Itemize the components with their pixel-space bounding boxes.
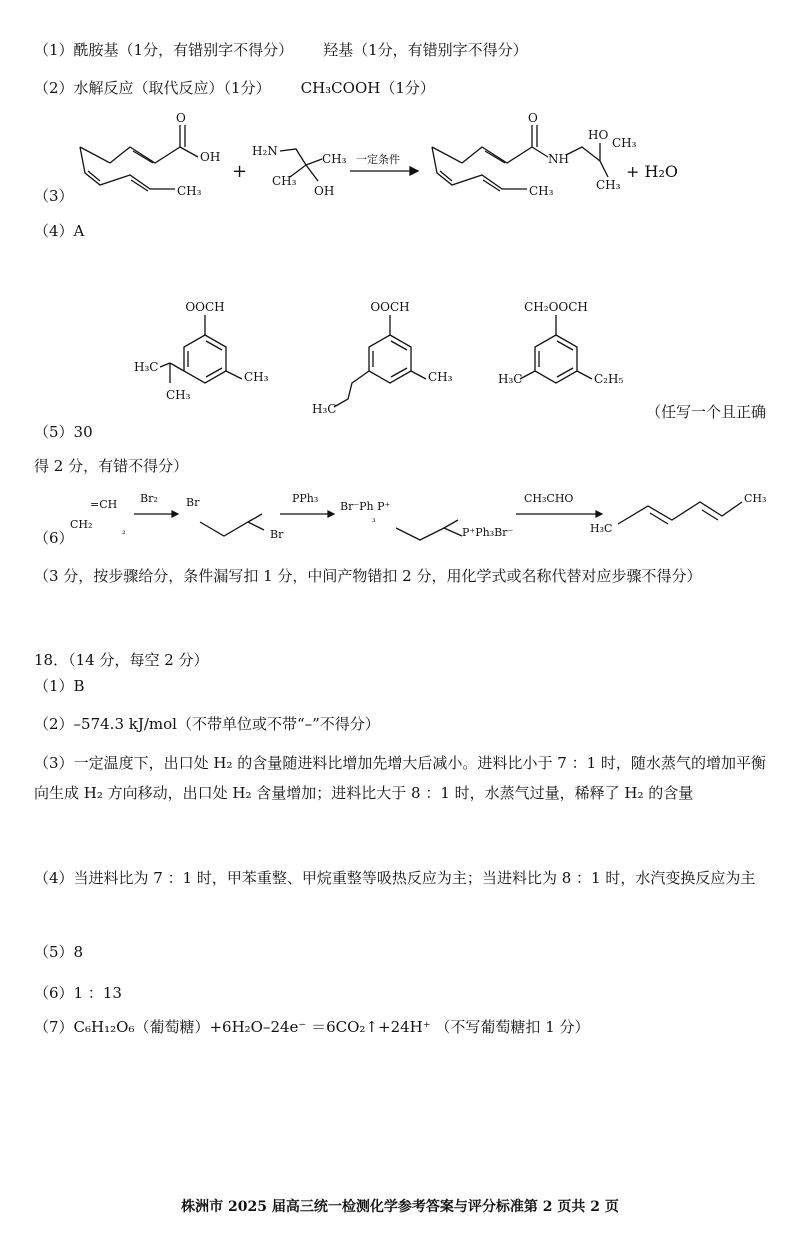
answer-18-5: （5）8 [34,943,84,961]
reaction-arrow [350,167,418,175]
route-s4-b: H₃C [590,522,613,535]
isomer-structure-2 [334,315,426,407]
question-18-title: 18．（14 分，每空 2 分） [34,651,209,669]
answer-17-2-b: CH₃COOH（1分） [300,79,435,97]
route-s3-skeleton [396,520,462,540]
isomer-3-right-label: C₂H₅ [594,372,624,386]
route-s2-b: Br [270,528,284,541]
page-footer: 株洲市 2025 届高三统一检测化学参考答案与评分标准第 2 页共 2 页 [181,1199,619,1215]
route-s3-b: ₃ [372,515,376,525]
plus-sign-1: + [232,161,248,182]
isomer-2-right-label: CH₃ [428,370,453,384]
answer-18-3: （3）一定温度下，出口处 H₂ 的含量随进料比增加先增大后减小。进料比小于 7 ：1 时，随水蒸气的增加平衡向生成 H₂ 方向移动，出口处 H₂ 含量增加；进料比大于 8 ：1 时，水蒸气过量，稀释了 H₂ 的含量 [34,754,766,802]
isomer-structure-3 [520,315,592,383]
label-product-ch3-top: CH₃ [612,136,637,150]
answer-17-2: （2）水解反应（取代反应）（1分） CH₃COOH（1分） [34,79,435,97]
answer-17-1: （1）酰胺基（1分，有错别字不得分） 羟基（1分，有错别字不得分） [34,41,528,59]
route-s2-a: Br [186,496,200,509]
answer-17-1-b: 羟基（1分，有错别字不得分） [323,41,528,59]
label-product-carbonyl-o: O [528,111,538,125]
answer-17-5-note1: （任写一个且正确 [645,403,766,421]
answer-17-3-number: （3） [34,187,74,205]
answer-17-4-a: A [73,222,85,240]
answer-17-5-note2: 得 2 分，有错不得分） [34,457,189,475]
route-s1-c: ₂ [122,527,126,537]
route-s1-b: CH₂ [70,518,93,531]
route-s3-a: Br⁻Ph P⁺ [340,500,391,513]
label-amine-nh2: H₂N [252,144,278,158]
answer-17-6-note: （3 分，按步骤给分，条件漏写扣 1 分，中间产物错扣 2 分，用化学式或名称代替对应步骤不得分） [34,567,702,585]
isomer-structure-1 [160,315,242,383]
reactant-acid-skeleton [80,125,198,191]
label-product-ch3-bottom: CH₃ [596,178,621,192]
answer-18-6: （6）1 ：13 [34,984,122,1002]
route-s3-c: P⁺Ph₃Br⁻ [462,526,514,539]
label-acid-carbonyl-o: O [176,111,186,125]
isomer-2-bottom-label: H₃C [312,402,337,416]
answer-18-7: （7）C₆H₁₂O₆（葡萄糖）+6H₂O–24e⁻ ＝6CO₂↑+24H⁺ （不写葡萄糖扣 1 分） [34,1018,590,1036]
answer-17-5-value: （5）30 [34,423,93,441]
route-s4-skeleton [618,502,742,524]
answer-18-2: （2）–574.3 kJ/mol（不带单位或不带“–”不得分） [34,715,380,733]
label-acid-oh: OH [200,150,221,164]
route-reagent-2: PPh₃ [292,492,319,505]
label-amine-oh: OH [314,184,335,198]
label-acid-ch3: CH₃ [177,184,202,198]
label-amine-ch3-left: CH₃ [272,174,297,188]
answer-18-1: （1）B [34,677,85,695]
label-product-ho: HO [588,128,609,142]
reaction-scheme-17-3 [0,105,800,215]
synthesis-route-17-6 [0,480,800,552]
arrow-condition: 一定条件 [356,153,400,166]
isomer-1-left1-label: H₃C [134,360,159,374]
isomer-1-left2-label: CH₃ [166,388,191,402]
answer-17-6-number: （6） [34,529,74,547]
answer-17-4: （4）A [34,222,85,240]
isomer-1-top-label: OOCH [185,300,225,314]
isomer-3-top-label: CH₂OOCH [524,300,588,314]
route-arrow-3 [516,511,602,517]
route-arrow-2 [280,511,334,517]
route-s1-a: =CH [90,498,118,511]
product-amide-skeleton [432,125,608,191]
label-product-ch3-chain: CH₃ [529,184,554,198]
isomer-1-right-label: CH₃ [244,370,269,384]
route-arrow-1 [134,511,178,517]
answer-17-1-a: 酰胺基（1分，有错别字不得分） [73,41,294,59]
route-reagent-3: CH₃CHO [524,492,574,505]
route-s2-skeleton [200,514,264,536]
route-reagent-1: Br₂ [140,492,158,505]
label-product-nh: NH [548,152,569,166]
isomer-2-top-label: OOCH [370,300,410,314]
isomer-3-left-label: H₃C [498,372,523,386]
answer-17-2-a: 水解反应（取代反应）（1分） [73,79,271,97]
answer-18-4: （4）当进料比为 7 ：1 时，甲苯重整、甲烷重整等吸热反应为主；当进料比为 8 ：1 时，水汽变换反应为主 [34,869,756,887]
route-s4-a: CH₃ [744,492,767,505]
plus-water: + H₂O [626,162,678,181]
label-amine-ch3: CH₃ [322,152,347,166]
